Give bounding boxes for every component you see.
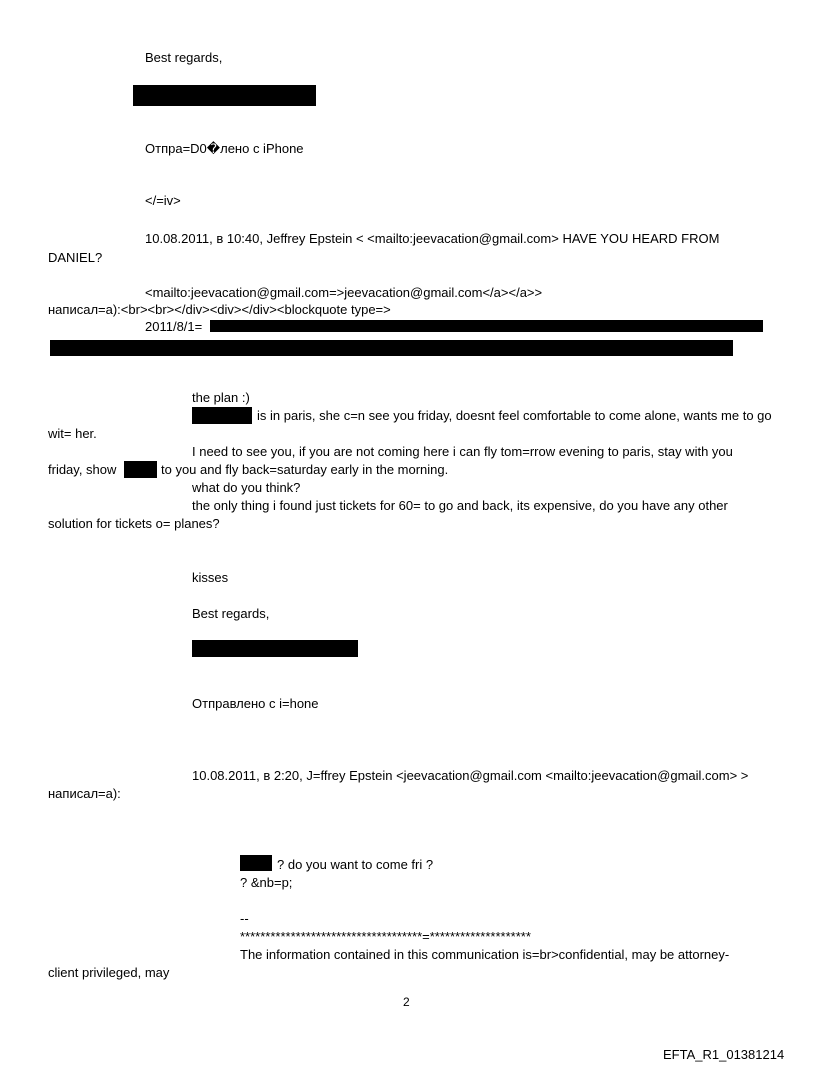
redaction-bar [50,340,733,356]
sent-from-1: Отпра=D0�лено с iPhone [145,141,304,156]
message-line: I need to see you, if you are not coming here i can fly tom=rrow evening to paris, stay with you [192,444,733,459]
date-line: 2011/8/1= [145,319,203,334]
kisses-line: kisses [192,570,229,585]
signature-stars: ************************************=******************** [240,929,531,944]
signature-dashes: -- [240,911,249,926]
redaction-bar [240,855,272,871]
quoted-line: ? do you want to come fri ? [277,857,434,872]
message-line: is in paris, she c=n see you friday, doesnt feel comfortable to come alone, wants me to go [257,408,772,423]
page-number: 2 [403,995,410,1009]
redaction-bar [210,320,763,332]
confidentiality-notice: The information contained in this communication is=br>confidential, may be attorney- [240,947,730,962]
message-line: what do you think? [192,480,301,495]
document-id: EFTA_R1_01381214 [663,1047,785,1062]
reply-header-1: 10.08.2011, в 10:40, Jeffrey Epstein < <mailto:jeevacation@gmail.com> HAVE YOU HEARD FROM [145,231,720,246]
confidentiality-notice-cont: client privileged, may [48,965,170,980]
reply-header-2: 10.08.2011, в 2:20, J=ffrey Epstein <jeevacation@gmail.com <mailto:jeevacation@gmail.com> > [192,768,749,783]
message-line: solution for tickets o= planes? [48,516,220,531]
message-line: the only thing i found just tickets for 60= to go and back, its expensive, do you have any other [192,498,728,513]
html-tag: </=iv> [145,193,181,208]
quoted-line: ? &nb=p; [240,875,293,890]
message-line: the plan :) [192,390,250,405]
reply-header-1-cont: DANIEL? [48,250,103,265]
html-line: написал=a):<br><br></div><div></div><blockquote type=> [48,302,391,317]
message-line: friday, show [48,462,117,477]
redaction-bar [192,640,358,657]
signoff-2: Best regards, [192,606,270,621]
reply-header-2-cont: написал=a): [48,786,121,801]
signoff-1: Best regards, [145,50,223,65]
message-line: to you and fly back=saturday early in the morning. [161,462,449,477]
message-line: wit= her. [48,426,97,441]
sent-from-2: Отправлено с i=hone [192,696,319,711]
redaction-bar [124,461,157,478]
mailto-line: <mailto:jeevacation@gmail.com=>jeevacation@gmail.com</a></a>> [145,285,543,300]
redaction-bar [133,85,316,106]
redaction-bar [192,407,252,424]
